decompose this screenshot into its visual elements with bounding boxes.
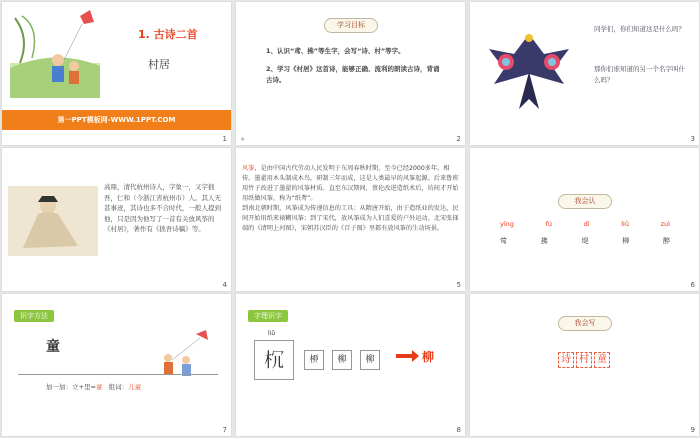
arrow-head-icon (412, 350, 419, 362)
pinyin-1: yīng (500, 220, 514, 228)
divider (18, 374, 218, 375)
write-char-3: 童 (594, 352, 610, 368)
group-result: 儿童 (128, 383, 142, 391)
banner-text: 第一PPT模板网-WWW.1PPT.COM (57, 116, 176, 124)
kite-lead: 风筝 (242, 165, 255, 172)
slide-4[interactable] (2, 148, 231, 291)
goal-pill: 学习目标 (324, 18, 378, 33)
kids-kite-illustration (10, 8, 100, 98)
recognize-pill: 我会认 (558, 194, 612, 209)
formula-line (46, 382, 141, 391)
poet-bio: 高鼎，清代杭州诗人，字象一，又字拙吾，仁和（今浙江省杭州市）人。其人无甚事迹，其诗也多不合时代，一般人提到他，只是因为他写了一首有关放风筝的《村居》，著作有《拙吾诗稿》等。 (104, 183, 221, 233)
form-4: 柳 (360, 350, 380, 370)
slide-number: 5 (456, 281, 461, 289)
slide-number: 1 (222, 135, 227, 143)
slide-5[interactable] (236, 148, 465, 291)
slide-number: 8 (456, 426, 461, 434)
question-2: 那你们谁知道的另一个名字叫什么吗？ (594, 65, 685, 84)
method-tag: 识字方法 (14, 310, 54, 322)
pinyin-2: fú (545, 220, 552, 228)
slide-number: 2 (456, 135, 461, 143)
transition-icon: ★ (240, 136, 246, 143)
swallow-kite-image (484, 24, 574, 114)
write-pill: 我会写 (558, 316, 612, 331)
slide-1[interactable] (2, 2, 231, 145)
write-char-2: 村 (576, 352, 592, 368)
target-char: 童 (46, 339, 60, 355)
slide-2[interactable] (236, 2, 465, 145)
formula-prefix: 加一加：立+里= (46, 383, 96, 391)
slide-number: 3 (690, 135, 695, 143)
goal-item-2: 2、学习《村居》这首诗，能够正确、流利的朗读古诗，背诵古诗。 (266, 65, 440, 84)
char-4: 柳 (622, 237, 630, 245)
slide-number: 9 (690, 426, 695, 434)
ancient-form-box: 𣏝 (254, 340, 294, 380)
form-3: 柳 (332, 350, 352, 370)
slide-3[interactable] (470, 2, 699, 145)
goal-item-1: 1、认识“鸢、拂”等生字，会写“诗、村”等字。 (266, 47, 405, 55)
lesson-title: 1. 古诗二首 (138, 28, 198, 41)
form-2: 桺 (304, 350, 324, 370)
kite-text-2: 到南北朝时期，风筝成为传递信息的工具；从隋唐开始，由于造纸业的发达，民间开始用纸来裱糊风筝；到了宋代，放风筝成为人们喜爱的户外运动。北宋张择端的《清明上河图》，宋朝苏汉臣的《百子图》里都有放风筝的生动场景。 (242, 205, 459, 232)
pinyin-3: dī (583, 220, 590, 228)
kite-history (242, 164, 460, 234)
pinyin-5: zuì (660, 220, 670, 228)
result-char: 柳 (422, 350, 435, 364)
write-char-1: 诗 (558, 352, 574, 368)
char-pinyin: liǔ (268, 330, 276, 337)
char-5: 醉 (663, 237, 670, 245)
poet-portrait (8, 186, 98, 256)
group-prefix: 组词： (108, 383, 129, 391)
slide-9[interactable] (470, 294, 699, 436)
slide-number: 6 (690, 281, 695, 289)
char-row (500, 236, 670, 246)
char-1: 莺 (500, 237, 507, 245)
question-1: 同学们，你们知道这是什么吗？ (594, 25, 685, 33)
formula-result: 童 (95, 383, 103, 391)
slide-8[interactable] (236, 294, 465, 436)
char-3: 堤 (581, 237, 589, 245)
kite-text-1: ，是由中国古代劳动人民发明于东周春秋时期，至今已经2000多年。相传，墨翟用木头制成木鸟，研制三年而成，这是人类最早的风筝起源。后来鲁班用竹子改进了墨翟的风筝材质。直至东汉期间，蔡伦改进造纸术后，坊间才开始用纸做风筝，称为“纸鸢”。 (242, 165, 459, 202)
kids-illustration (152, 330, 212, 380)
slide-7[interactable] (2, 294, 231, 436)
char-2: 拂 (540, 237, 548, 245)
slide-number: 7 (222, 426, 227, 434)
pinyin-row (500, 220, 670, 228)
method-tag: 字理识字 (248, 310, 288, 322)
pinyin-4: liǔ (621, 220, 629, 228)
slide-6[interactable] (470, 148, 699, 291)
slide-number: 4 (222, 281, 227, 289)
poem-title: 村居 (148, 58, 170, 71)
